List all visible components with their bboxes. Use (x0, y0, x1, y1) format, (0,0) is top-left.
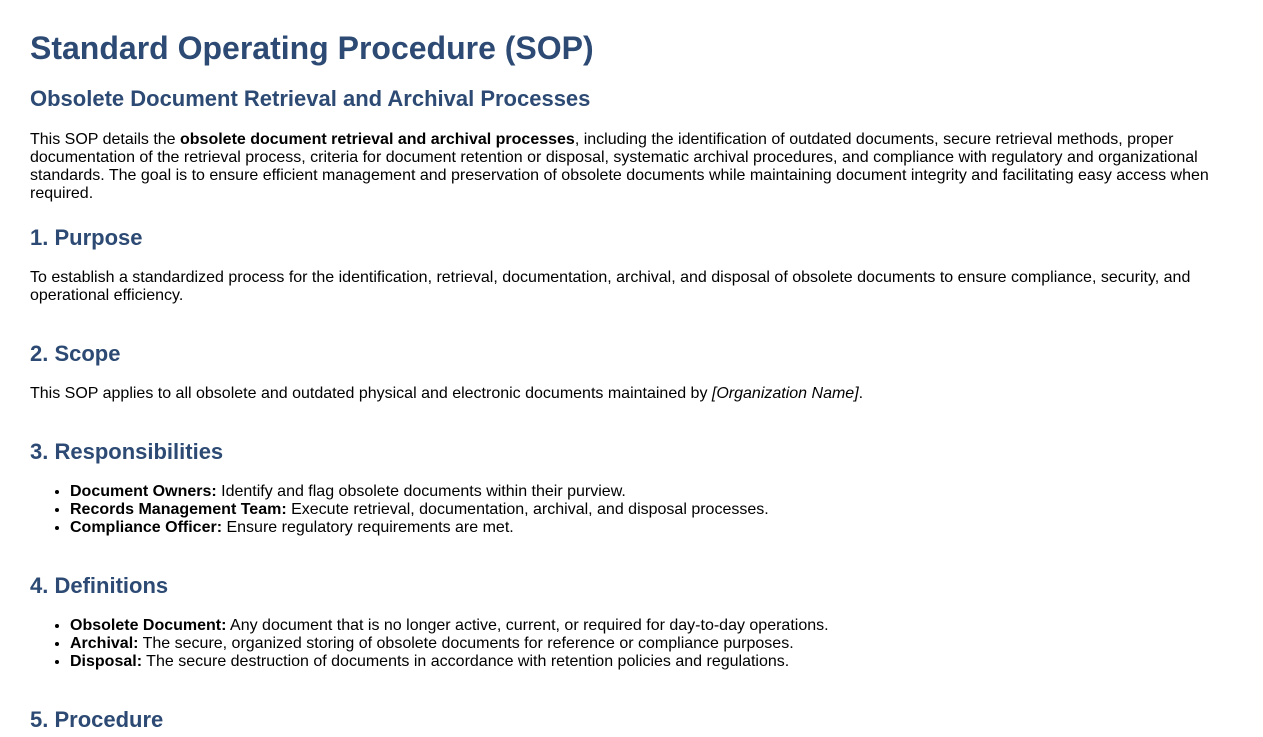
list-item (70, 519, 1233, 537)
definitions-heading: 4. Definitions (30, 573, 169, 598)
list-term: Disposal: (70, 653, 143, 670)
list-term: Archival: (70, 635, 139, 652)
list-term: Records Management Team: (70, 501, 287, 518)
list-text: The secure, organized storing of obsolete documents for reference or compliance purposes. (138, 635, 794, 652)
intro-paragraph (30, 131, 1220, 203)
intro-bold: obsolete document retrieval and archival processes (180, 131, 575, 148)
responsibilities-heading: 3. Responsibilities (30, 439, 224, 464)
purpose-heading: 1. Purpose (30, 225, 143, 250)
page-title: Standard Operating Procedure (SOP) (30, 30, 594, 66)
list-item (70, 653, 1233, 671)
list-text: Identify and flag obsolete documents within their purview. (216, 483, 626, 500)
list-term: Compliance Officer: (70, 519, 223, 536)
scope-suffix: . (858, 385, 864, 402)
definitions-list (30, 617, 1233, 671)
scope-body (30, 385, 1233, 403)
responsibilities-list (30, 483, 1233, 537)
list-term: Obsolete Document: (70, 617, 227, 634)
list-text: Any document that is no longer active, current, or required for day-to-day operations. (226, 617, 829, 634)
procedure-heading: 5. Procedure (30, 707, 164, 732)
list-item (70, 483, 1233, 501)
list-text: The secure destruction of documents in accordance with retention policies and regulations. (142, 653, 790, 670)
list-term: Document Owners: (70, 483, 217, 500)
scope-heading: 2. Scope (30, 341, 121, 366)
list-item (70, 501, 1233, 519)
intro-suffix: , including the identification of outdated documents, secure retrieval methods, proper documentation of the retrieval process, criteria for document retention or disposal, systematic archival procedures, and compliance with regulatory and organizational standards. The goal is to ensure efficient management and preservation of obsolete documents while maintaining document integrity and facilitating easy access when required. (30, 131, 1209, 202)
scope-prefix: This SOP applies to all obsolete and outdated physical and electronic documents maintained by (30, 385, 712, 402)
scope-organization: [Organization Name] (711, 385, 859, 402)
page-subtitle: Obsolete Document Retrieval and Archival Processes (30, 86, 591, 111)
list-text: Execute retrieval, documentation, archival, and disposal processes. (286, 501, 769, 518)
list-item (70, 635, 1233, 653)
list-item (70, 617, 1233, 635)
intro-prefix: This SOP details the (30, 131, 180, 148)
purpose-body: To establish a standardized process for the identification, retrieval, documentation, archival, and disposal of obsolete documents to ensure compliance, security, and operational efficiency. (30, 269, 1191, 304)
list-text: Ensure regulatory requirements are met. (222, 519, 514, 536)
